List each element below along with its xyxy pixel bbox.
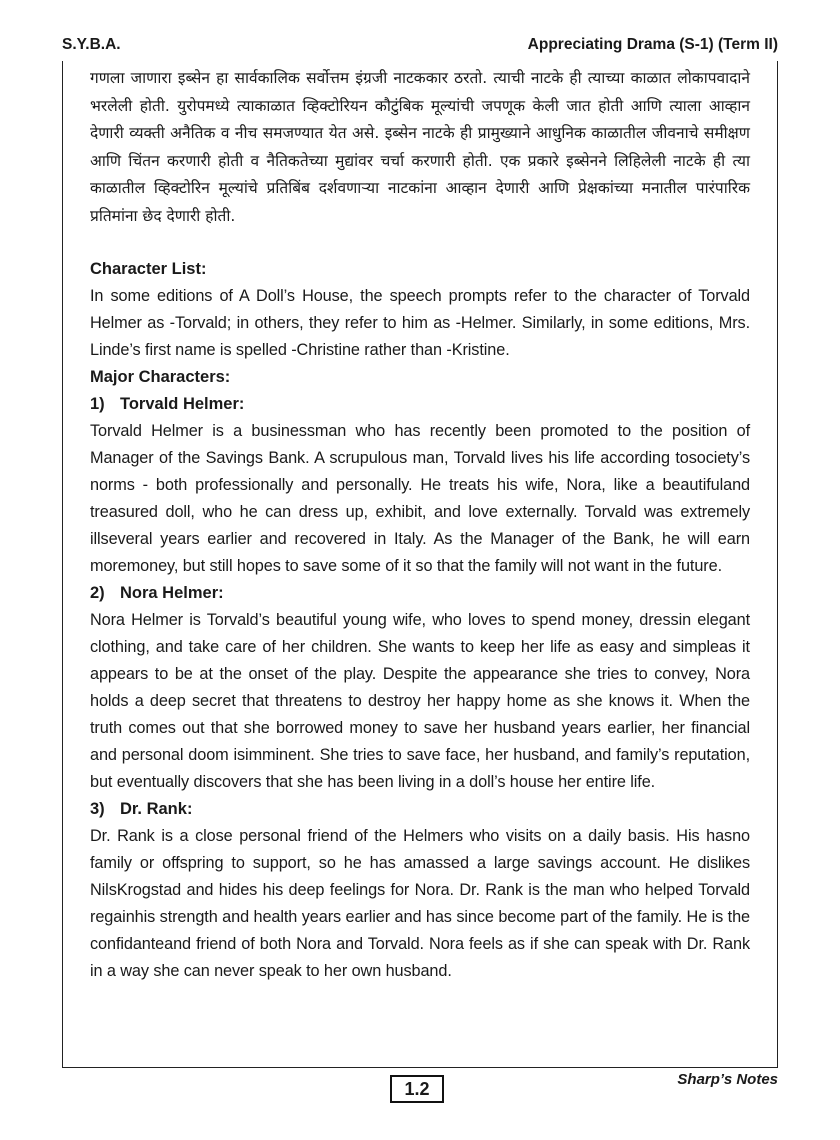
character-paragraph-torvald: Torvald Helmer is a businessman who has recently been promoted to the position of Manager of the Savings Bank. A scrupulous man, Torvald lives his life according tosociety’s norms - both professionally and personally. He treats his wife, Nora, like a beautifuland treasured doll, who he can dress up, exhibit, and love externally. Torvald was extremely illseveral years earlier and recovered in Italy. As the Manager of the Bank, he will earn moremoney, but still hopes to save some of it so that the family will not want in the future.: [90, 422, 750, 575]
character-paragraph-rank: Dr. Rank is a close personal friend of the Helmers who visits on a daily basis. His hasno family or offspring to support, so he has amassed a large savings account. He dislikes NilsKrogstad and hides his deep feelings for Nora. Dr. Rank is the man who helped Torvald regainhis strength and health years earlier and has since become part of the family. He is the confidanteand friend of both Nora and Torvald. Nora feels as if she can speak with Dr. Rank in a way she can never speak to her own husband.: [90, 827, 750, 980]
marathi-paragraph: गणला जाणारा इब्सेन हा सार्वकालिक सर्वोत्तम इंग्रजी नाटककार ठरतो. त्याची नाटके ही त्याच्या काळात लोकापवादाने भरलेली होती. युरोपमध्ये त्याकाळात व्हिक्टोरियन कौटुंबिक मूल्यांची जपणूक केली जात होती आणि त्याला आव्हान देणारी व्यक्ती अनैतिक व नीच समजण्यात येत असे. इब्सेन नाटके ही प्रामुख्याने आधुनिक काळातील जीवनाचे समीक्षण आणि चिंतन करणारी होती व नैतिकतेच्या मुद्यांवर चर्चा करणारी होती. एक प्रकारे इब्सेनने लिहिलेली नाटके ही त्या काळातील व्हिक्टोरिन मूल्यांचे प्रतिबिंब दर्शवणाऱ्या नाटकांना आव्हान देणारी आणि प्रेक्षकांच्या मनातील पारंपारिक प्रतिमांना छेद देणारी होती.: [90, 69, 750, 225]
publisher-name: Sharp’s Notes: [677, 1071, 778, 1088]
character-list-heading: Character List:: [90, 260, 207, 278]
page-header: [62, 36, 778, 60]
character-paragraph-nora: Nora Helmer is Torvald’s beautiful young wife, who loves to spend money, dressin elegant clothing, and take care of her children. She wants to keep her life as easy and simpleas it appears to be at the onset of the play. Despite the appearance she tries to convey, Nora holds a deep secret that threatens to destroy her happy home as she knows it. When the truth comes out that she borrowed money to save her husband years earlier, her financial and personal doom isimminent. She tries to save face, her husband, and family’s reputation, but eventually discovers that she has been living in a doll’s house her entire life.: [90, 611, 750, 791]
character-number: 1): [90, 395, 105, 413]
page-number: 1.2: [390, 1075, 444, 1103]
character-heading-nora: [90, 580, 750, 607]
character-list-paragraph: In some editions of A Doll’s House, the speech prompts refer to the character of Torvald Helmer as -Torvald; in others, they refer to him as -Helmer. Similarly, in some editions, Mrs. Linde’s first name is spelled -Christine rather than -Kristine.: [90, 287, 750, 359]
header-subject: Appreciating Drama (S-1) (Term II): [527, 36, 778, 53]
character-number: 3): [90, 800, 105, 818]
header-course: S.Y.B.A.: [62, 36, 121, 53]
character-heading-torvald: [90, 391, 750, 418]
major-characters-heading: Major Characters:: [90, 368, 231, 386]
character-heading-rank: [90, 796, 750, 823]
character-name: Torvald Helmer:: [120, 395, 245, 413]
page-content: [90, 65, 750, 985]
character-name: Dr. Rank:: [120, 800, 193, 818]
character-number: 2): [90, 584, 105, 602]
character-name: Nora Helmer:: [120, 584, 224, 602]
